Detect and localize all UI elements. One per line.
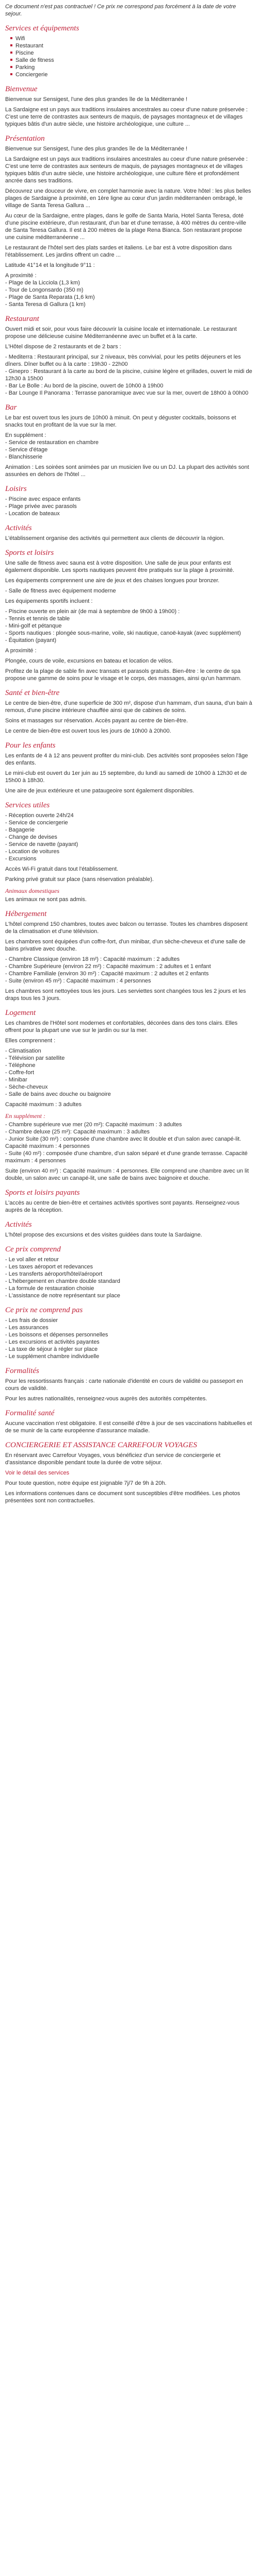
logement-list — [5, 1047, 253, 1098]
restaurant-list — [5, 353, 253, 397]
list-item: - Service de restauration en chambre — [5, 439, 99, 446]
sports-text: A proximité : — [5, 648, 37, 654]
list-item: - Sports nautiques : plongée sous-marine, voile, ski nautique, canoë-kayak (avec supplément) — [5, 630, 241, 636]
section-title-supplements: En supplément : — [5, 1112, 45, 1120]
section-title-loisirs: Loisirs — [5, 485, 27, 493]
list-item: - Les taxes aéroport et redevances — [5, 1264, 93, 1270]
presentation-text: Découvrez une douceur de vivre, en complet harmonie avec la nature. Votre hôtel : les plus belles plages de Sardaigne à proximité, en 1ère ligne au cœur d'un jardin méditerranéen ombragé, le village de Santa Teresa Gallura ... — [5, 188, 251, 209]
section-title-services-utiles: Services utiles — [5, 801, 50, 809]
list-item: - Coffre-fort — [5, 1070, 35, 1076]
list-item: - Minibar — [5, 1077, 27, 1083]
list-item: - La formule de restauration choisie — [5, 1285, 94, 1292]
list-item: Restaurant — [10, 42, 253, 49]
bienvenue-text: Bienvenue sur Sensigest, l'une des plus grandes île de la Méditerranée ! — [5, 96, 188, 103]
list-item: - Excursions — [5, 856, 37, 862]
presentation-text: Bienvenue sur Sensigest, l'une des plus grandes île de la Méditerranée ! — [5, 146, 188, 152]
list-item: - Tour de Longonsardo (350 m) — [5, 287, 84, 293]
list-item: - La taxe de séjour à régler sur place — [5, 1346, 98, 1352]
hebergement-text: Les chambres sont nettoyées tous les jours. Les serviettes sont changées tous les 2 jours et les draps tous les 3 jours. — [5, 988, 246, 1002]
list-item: - Location de voitures — [5, 849, 60, 855]
bullet-icon — [10, 52, 12, 54]
list-item: - Service d'étage — [5, 447, 48, 453]
list-item: - Les excursions et activités payantes — [5, 1339, 100, 1345]
list-item: - Chambre Supérieure (environ 22 m²) : Capacité maximum : 2 adultes et 1 enfant — [5, 963, 211, 970]
loisirs-list — [5, 496, 253, 517]
list-item: Wifi — [10, 35, 253, 42]
bullet-icon — [10, 59, 12, 61]
list-item: - Service de conciergerie — [5, 820, 68, 826]
bar-text: Le bar est ouvert tous les jours de 10h00 à minuit. On peut y déguster cocktails, boissons et snacks tout en profitant de la vue sur la mer. — [5, 415, 236, 428]
logement-text: Elles comprennent : — [5, 1038, 56, 1044]
hebergement-text: Les chambres sont équipées d'un coffre-fort, d'un minibar, d'un sèche-cheveux et d'une salle de bains privative avec douche. — [5, 939, 246, 952]
enfants-text: Une aire de jeux extérieure et une pataugeoire sont également disponibles. — [5, 788, 195, 794]
list-item: - L'hébergement en chambre double standard — [5, 1278, 120, 1284]
section-title-formalites: Formalités — [5, 1367, 39, 1375]
section-title-restaurant: Restaurant — [5, 315, 39, 323]
list-item: - Climatisation — [5, 1048, 41, 1054]
sports-text: Une salle de fitness avec sauna est à votre disposition. Une salle de jeux pour enfants est également disponible. Les sports nautiques peuvent être pratiqués sur la plage à proximité. — [5, 560, 234, 573]
list-item: - L'assistance de notre représentant sur place — [5, 1293, 120, 1299]
section-title-sports: Sports et loisirs — [5, 549, 54, 557]
equipment-list — [5, 432, 253, 461]
section-title-formalite-sante: Formalité santé — [5, 1409, 55, 1417]
section-title-conciergerie: CONCIERGERIE ET ASSISTANCE CARREFOUR VOYAGES — [5, 1441, 197, 1449]
list-item: - Mini-golf et pétanque — [5, 623, 62, 629]
list-item: - Location de bateaux — [5, 511, 60, 517]
list-item: - Blanchisserie — [5, 454, 43, 460]
disclaimer-text: Les informations contenues dans ce document sont susceptibles d'être modifiées. Les photos présentées sont non contractuelles. — [5, 1490, 240, 1504]
section-title-activites-2: Activités — [5, 1221, 32, 1229]
prix-comprend-list — [5, 1256, 253, 1299]
wifi-text: Accès Wi-Fi gratuit dans tout l'établissement. — [5, 866, 119, 872]
animation-text: Animation : Les soirées sont animées par un musicien live ou un DJ. La plupart des activités sont assurées en dehors de l'hôtel ... — [5, 464, 249, 478]
list-item: - Le vol aller et retour — [5, 1257, 59, 1263]
list-item: - Les frais de dossier — [5, 1317, 58, 1324]
hebergement-list — [5, 956, 253, 985]
section-title-prix-ne-comprend: Ce prix ne comprend pas — [5, 1306, 83, 1314]
list-item: Salle de fitness — [10, 57, 253, 64]
section-title-spa: Santé et bien-être — [5, 689, 60, 697]
enfants-text: Le mini-club est ouvert du 1er juin au 15 septembre, du lundi au samedi de 10h00 à 12h30 et de 15h00 à 18h30. — [5, 770, 247, 784]
restaurant-text: Ouvert midi et soir, pour vous faire découvrir la cuisine locale et internationale. Le restaurant propose une délicieuse cuisine Méditerranéenne avec un buffet et à la carte. — [5, 326, 237, 340]
list-item: - Équitation (payant) — [5, 637, 57, 643]
services-list — [5, 35, 253, 78]
logement-text: Capacité maximum : 3 adultes — [5, 1101, 82, 1108]
presentation-text: Le restaurant de l'hôtel sert des plats sardes et italiens. Le bar est à votre disposition dans l'établissement. Les jardins offrent un cadre ... — [5, 245, 232, 258]
list-item: - Bagagerie — [5, 827, 35, 833]
list-item: - Mediterra : Restaurant principal, sur 2 niveaux, très convivial, pour les petits déjeuners et les dîners. Dîner buffet ou à la carte : 19h30 - 22h00 — [5, 354, 241, 367]
list-item: - Chambre Classique (environ 18 m²) : Capacité maximum : 2 adultes — [5, 956, 180, 962]
list-item: - Ginepro : Restaurant à la carte au bord de la piscine, cuisine légère et grillades, ouvert le midi de 12h30 à 15h00 — [5, 368, 252, 382]
services-utiles-list — [5, 812, 253, 862]
list-item: - Service de navette (payant) — [5, 841, 78, 848]
list-item: - Change de devises — [5, 834, 57, 840]
list-item: - Tennis et tennis de table — [5, 616, 70, 622]
bienvenue-text: La Sardaigne est un pays aux traditions insulaires ancestrales au coeur d'une nature préservée : C'est une terre de contrastes aux senteurs de maquis, de paysages montagneux et de villages typiques bâtis d'un autre siècle, une histoire archéologique, une culture ... — [5, 107, 248, 127]
section-title-animaux: Animaux domestiques — [5, 887, 59, 894]
list-item: - Salle de bains avec douche ou baignoire — [5, 1091, 111, 1097]
list-item: Parking — [10, 64, 253, 71]
spa-text: Le centre de bien-être, d'une superficie de 300 m², dispose d'un hammam, d'un sauna, d'un bain à remous, d'une piscine intérieure chauffée ainsi que de cabines de soins. — [5, 700, 252, 714]
conciergerie-text: En réservant avec Carrefour Voyages, vous bénéficiez d'un service de conciergerie et d'assistance disponible pendant toute la durée de votre séjour. — [5, 1452, 221, 1466]
supplements-list — [5, 1121, 253, 1164]
list-item: - Plage de la Licciola (1,3 km) — [5, 280, 80, 286]
sports-text: Les équipements comprennent une aire de jeux et des chaises longues pour bronzer. — [5, 578, 220, 584]
section-title-logement: Logement — [5, 1009, 36, 1017]
bullet-icon — [10, 44, 12, 46]
list-item: - Plage privée avec parasols — [5, 503, 77, 510]
animaux-text: Les animaux ne sont pas admis. — [5, 896, 87, 903]
list-item: Conciergerie — [10, 71, 253, 78]
bullet-icon — [10, 73, 12, 75]
list-item: - Chambre deluxe (25 m²): Capacité maximum : 3 adultes — [5, 1129, 150, 1135]
enfants-text: Les enfants de 4 à 12 ans peuvent profiter du mini-club. Des activités sont proposées selon l'âge des enfants. — [5, 753, 248, 766]
sports-text: Profitez de la plage de sable fin avec transats et parasols gratuits. Bien-être : le centre de spa propose une gamme de soins pour le visage et le corps, des massages, ainsi qu'un hammam. — [5, 668, 241, 682]
conciergerie-details-link[interactable]: Voir le détail des services — [5, 1470, 70, 1476]
conciergerie-text: Pour toute question, notre équipe est joignable 7j/7 de 9h à 20h. — [5, 1480, 167, 1486]
spa-text: Le centre de bien-être est ouvert tous les jours de 10h00 à 20h00. — [5, 728, 171, 734]
parking-text: Parking privé gratuit sur place (sans réservation préalable). — [5, 876, 154, 883]
intro-note: Ce document n'est pas contractuel ! Ce prix ne correspond pas forcément à la date de votre sejour. — [5, 4, 236, 17]
list-item: - Sèche-cheveux — [5, 1084, 48, 1090]
presentation-text: Au cœur de la Sardaigne, entre plages, dans le golfe de Santa Maria, Hotel Santa Teresa, doté d'une piscine extérieure, d'un restaurant, d'un bar et d'une terrasse, à 400 mètres du centre-ville de Santa Teresa Gallura. Il est à 200 mètres de la plage Rena Bianca. Son restaurant propose une cuisine méditerranéenne ... — [5, 213, 247, 241]
sports-payants-text: L'accès au centre de bien-être et certaines activités sportives sont payants. Renseignez-vous auprès de la réception. — [5, 1200, 239, 1213]
list-item: - Chambre supérieure vue mer (20 m²): Capacité maximum : 3 adultes — [5, 1122, 182, 1128]
supplements-text: Suite (environ 40 m²) : Capacité maximum : 4 personnes. Elle comprend une chambre avec un lit double, un salon avec un canapé-lit, une salle de bains avec baignoire et douche. — [5, 1168, 249, 1181]
sports-text: Plongée, cours de voile, excursions en bateau et location de vélos. — [5, 658, 173, 664]
spa-text: Soins et massages sur réservation. Accès payant au centre de bien-être. — [5, 718, 188, 724]
sports-list — [5, 608, 253, 644]
list-item: - Bar Le Bolle : Au bord de la piscine, ouvert de 10h00 à 19h00 — [5, 383, 164, 389]
list-item: Piscine — [10, 49, 253, 57]
list-item: En supplément : — [5, 432, 46, 438]
activites-2-text: L'hôtel propose des excursions et des visites guidées dans toute la Sardaigne. — [5, 1232, 202, 1238]
restaurant-text: L'Hôtel dispose de 2 restaurants et de 2 bars : — [5, 344, 121, 350]
coords-text: Latitude 41°14 et la longitude 9°11 : — [5, 262, 95, 268]
section-title-enfants: Pour les enfants — [5, 741, 56, 750]
list-item: A proximité : — [5, 273, 37, 279]
section-title-bienvenue: Bienvenue — [5, 85, 38, 93]
list-item: - Téléphone — [5, 1062, 36, 1069]
list-item: - Télévision par satellite — [5, 1055, 65, 1061]
list-item: - Les assurances — [5, 1325, 49, 1331]
section-title-bar: Bar — [5, 403, 17, 412]
list-item: - Bar Lounge Il Panorama : Terrasse panoramique avec vue sur la mer, ouvert de 18h00 à 00h00 — [5, 390, 249, 396]
section-title-presentation: Présentation — [5, 134, 45, 143]
presentation-text: La Sardaigne est un pays aux traditions insulaires ancestrales au coeur d'une nature préservée : C'est une terre de contrastes aux senteurs de maquis, de paysages montagneux et de villages typiques bâtis d'un autre siècle, une histoire archéologique, une culture fière et profondément ancrée dans ses traditions. — [5, 156, 248, 184]
section-title-sports-payants: Sports et loisirs payants — [5, 1189, 80, 1197]
formalite-sante-text: Aucune vaccination n'est obligatoire. Il est conseillé d'être à jour de ses vaccinations habituelles et de se munir de la carte européenne d'assurance maladie. — [5, 1420, 252, 1434]
list-item: - Santa Teresa di Gallura (1 km) — [5, 301, 86, 308]
section-title-activites: Activités — [5, 524, 32, 532]
section-title-hebergement: Hébergement — [5, 910, 47, 918]
list-item: - Réception ouverte 24h/24 — [5, 812, 74, 819]
sports-text: Les équipements sportifs incluent : — [5, 598, 93, 604]
list-item: - Le supplément chambre individuelle — [5, 1353, 100, 1360]
prix-ne-comprend-list — [5, 1317, 253, 1360]
list-item: - Suite (40 m²) : composée d'une chambre, d'un salon séparé et d'une grande terrasse. Capacité maximum : 4 personnes — [5, 1150, 248, 1164]
list-item: - Junior Suite (30 m²) : composée d'une chambre avec lit double et d'un salon avec canapé-lit. Capacité maximum : 4 personnes — [5, 1136, 241, 1149]
proximity-list — [5, 272, 253, 308]
section-title-services: Services et équipements — [5, 24, 79, 32]
section-title-prix-comprend: Ce prix comprend — [5, 1245, 61, 1253]
hebergement-text: L'hôtel comprend 150 chambres, toutes avec balcon ou terrasse. Toutes les chambres disposent de la climatisation et d'une télévision. — [5, 921, 248, 935]
list-item: - Piscine ouverte en plein air (de mai à septembre de 9h00 à 19h00) : — [5, 608, 180, 615]
list-item: - Chambre Familiale (environ 30 m²) : Capacité maximum : 2 adultes et 2 enfants — [5, 971, 209, 977]
formalites-text: Pour les autres nationalités, renseignez-vous auprès des autorités compétentes. — [5, 1396, 207, 1402]
formalites-text: Pour les ressortissants français : carte nationale d'identité en cours de validité ou passeport en cours de validité. — [5, 1378, 243, 1392]
logement-text: Les chambres de l'Hôtel sont modernes et confortables, décorées dans des tons clairs. Elles offrent pour la plupart une vue sur le jardin ou sur la mer. — [5, 1020, 238, 1033]
list-item: - Les boissons et dépenses personnelles — [5, 1332, 108, 1338]
activites-text: L'établissement organise des activités qui permettent aux clients de découvrir la région. — [5, 535, 225, 541]
bullet-icon — [10, 66, 12, 68]
sports-text: - Salle de fitness avec équipement moderne — [5, 588, 116, 594]
list-item: - Les transferts aéroport/hôtel/aéroport — [5, 1271, 103, 1277]
list-item: - Plage de Santa Reparata (1,6 km) — [5, 294, 95, 300]
list-item: - Suite (environ 45 m²) : Capacité maximum : 4 personnes — [5, 978, 151, 984]
bullet-icon — [10, 37, 12, 39]
list-item: - Piscine avec espace enfants — [5, 496, 81, 502]
